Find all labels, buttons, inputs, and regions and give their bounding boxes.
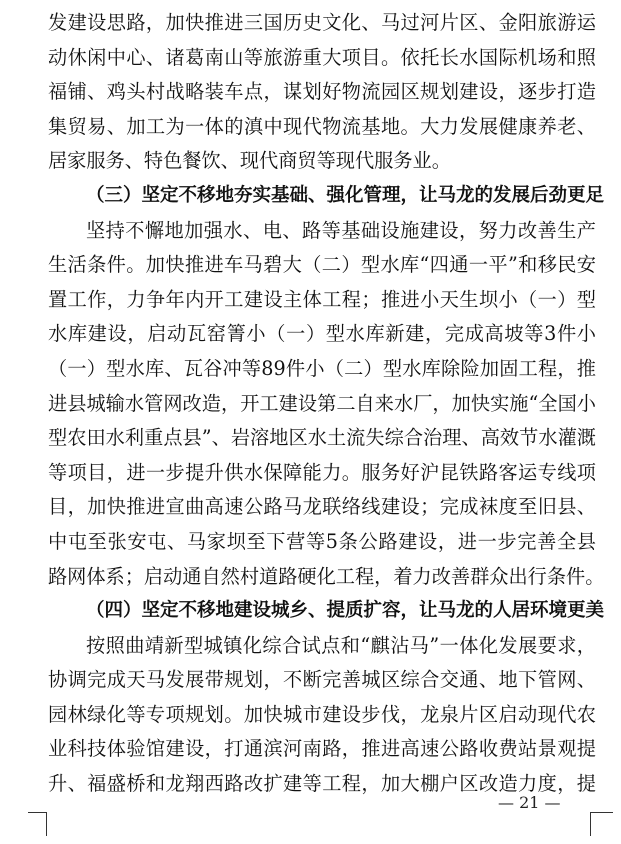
- text-line: 福铺、鸡头村战略装车点，谋划好物流园区规划建设，逐步打造: [48, 80, 596, 104]
- text-line: 置工作，力争年内开工建设主体工程；推进小天生坝小（一）型: [48, 287, 596, 311]
- text-line: 型农田水利重点县”、岩溶地区水土流失综合治理、高效节水灌溉: [48, 426, 596, 450]
- text-line: 协调完成天马发展带规划，不断完善城区综合交通、地下管网、: [48, 668, 596, 692]
- body-text: [48, 6, 605, 802]
- crop-mark-bottom-right: [590, 812, 609, 836]
- text-line: 动休闲中心、诸葛南山等旅游重大项目。依托长水国际机场和照: [48, 45, 596, 69]
- text-line: 园林绿化等专项规划。加快城市建设步伐，龙泉片区启动现代农: [48, 702, 596, 726]
- text-line: （一）型水库、瓦谷冲等89件小（二）型水库除险加固工程，推: [48, 356, 596, 380]
- crop-mark-bottom-left: [28, 812, 47, 836]
- text-line: 坚持不懈地加强水、电、路等基础设施建设，努力改善生产: [86, 218, 596, 242]
- text-line: 生活条件。加快推进车马碧大（二）型水库“四通一平”和移民安: [48, 253, 596, 277]
- text-line: 业科技体验馆建设，打通滨河南路，推进高速公路收费站景观提: [48, 737, 596, 761]
- text-line: 路网体系；启动通自然村道路硬化工程，着力改善群众出行条件。: [48, 564, 605, 588]
- text-line: 水库建设，启动瓦窑箐小（一）型水库新建，完成高坡等3件小: [48, 322, 596, 346]
- text-line: 等项目，进一步提升供水保障能力。服务好沪昆铁路客运专线项: [48, 460, 596, 484]
- text-line: 目，加快推进宣曲高速公路马龙联络线建设；完成袜度至旧县、: [48, 495, 596, 519]
- section-heading-3: （三）坚定不移地夯实基础、强化管理，让马龙的发展后劲更足: [86, 184, 605, 206]
- page-number: — 21 —: [498, 793, 561, 812]
- text-line: 升、福盛桥和龙翔西路改扩建等工程，加大棚户区改造力度，提: [48, 772, 596, 796]
- text-line: 中屯至张安屯、马家坝至下营等5条公路建设，进一步完善全县: [48, 529, 596, 553]
- text-line: 集贸易、加工为一体的滇中现代物流基地。大力发展健康养老、: [48, 114, 596, 138]
- text-line: 居家服务、特色餐饮、现代商贸等现代服务业。: [48, 149, 451, 173]
- text-line: 发建设思路，加快推进三国历史文化、马过河片区、金阳旅游运: [48, 11, 596, 34]
- text-line: 按照曲靖新型城镇化综合试点和“麒沾马”一体化发展要求，: [86, 633, 596, 657]
- text-line: 进县城输水管网改造，开工建设第二自来水厂，加快实施“全国小: [48, 391, 596, 415]
- section-heading-4: （四）坚定不移地建设城乡、提质扩容，让马龙的人居环境更美: [86, 600, 605, 622]
